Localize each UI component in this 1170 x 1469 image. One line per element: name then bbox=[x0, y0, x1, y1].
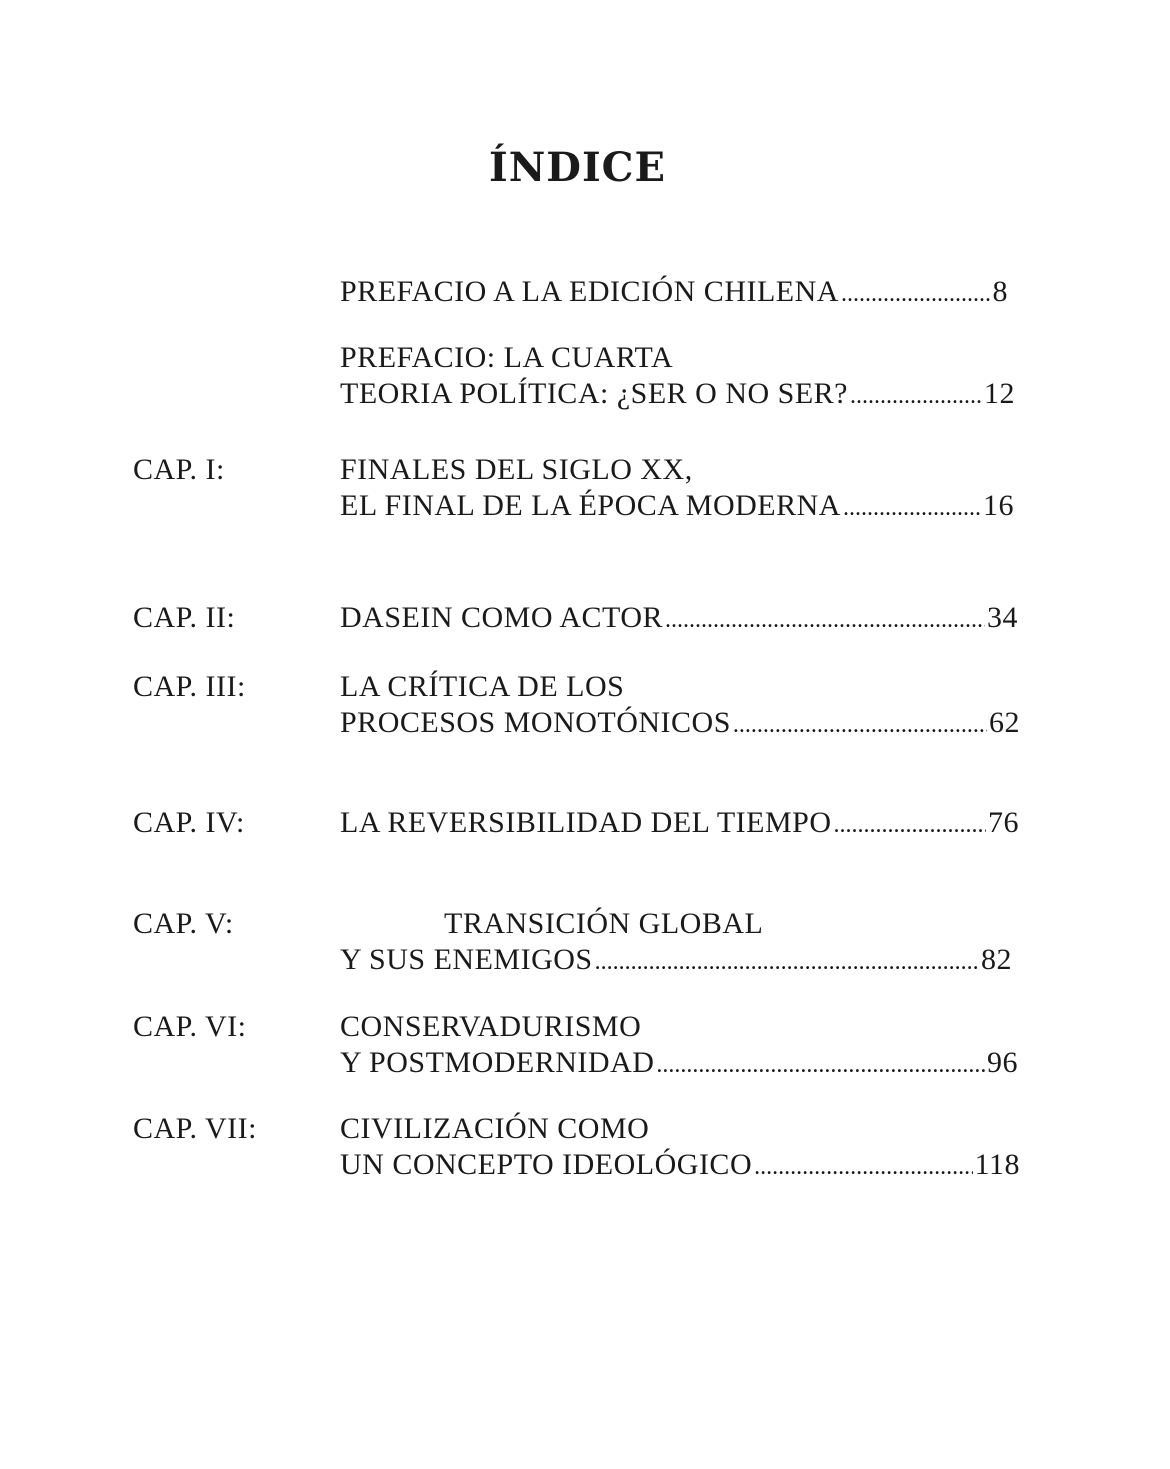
toc-entry-title-line2: PROCESOS MONOTÓNICOS bbox=[340, 706, 731, 739]
toc-entry-line bbox=[340, 1147, 1020, 1185]
toc-leader-dots bbox=[733, 707, 987, 743]
toc-page-number: 82 bbox=[981, 943, 1012, 976]
toc-page-number: 76 bbox=[988, 806, 1019, 839]
toc-entry-line bbox=[340, 705, 1020, 743]
toc-leader-dots bbox=[833, 807, 986, 843]
toc-leader-dots bbox=[656, 1047, 985, 1083]
toc-entry-title-line1: TRANSICIÓN GLOBAL bbox=[444, 907, 764, 940]
toc-entry-title-line2: TEORIA POLÍTICA: ¿SER O NO SER? bbox=[340, 377, 848, 410]
toc-leader-dots bbox=[665, 602, 985, 638]
toc-entry-title-line1: LA CRÍTICA DE LOS bbox=[340, 670, 625, 703]
toc-entry-line bbox=[340, 942, 1012, 980]
toc-entry-line bbox=[340, 1045, 1018, 1083]
toc-chapter-label: CAP. VI: bbox=[133, 1010, 247, 1043]
toc-entry-title-line1: FINALES DEL SIGLO XX, bbox=[340, 453, 693, 486]
toc-page-number: 118 bbox=[974, 1148, 1020, 1181]
toc-page-number: 96 bbox=[987, 1046, 1018, 1079]
toc-leader-dots bbox=[850, 378, 982, 414]
toc-page-number: 34 bbox=[987, 601, 1018, 634]
toc-entry-line bbox=[340, 805, 1019, 843]
toc-entry-title-line1: CIVILIZACIÓN COMO bbox=[340, 1112, 650, 1145]
toc-entry-title-line2: UN CONCEPTO IDEOLÓGICO bbox=[340, 1148, 753, 1181]
toc-entry-title-line2: Y POSTMODERNIDAD bbox=[340, 1046, 655, 1079]
toc-entry-title: LA REVERSIBILIDAD DEL TIEMPO bbox=[340, 806, 832, 839]
toc-entry-title-line2: EL FINAL DE LA ÉPOCA MODERNA bbox=[340, 489, 841, 522]
toc-leader-dots bbox=[841, 276, 991, 312]
page-title: ÍNDICE bbox=[489, 144, 666, 191]
toc-page-number: 16 bbox=[983, 489, 1014, 522]
toc-entry-title-line1: CONSERVADURISMO bbox=[340, 1010, 642, 1043]
toc-chapter-label: CAP. V: bbox=[133, 907, 234, 940]
toc-leader-dots bbox=[595, 944, 979, 980]
toc-chapter-label: CAP. II: bbox=[133, 601, 236, 634]
toc-entry-title-line2: Y SUS ENEMIGOS bbox=[340, 943, 593, 976]
toc-page-number: 12 bbox=[984, 377, 1015, 410]
toc-entry-line bbox=[340, 274, 1008, 312]
toc-entry-title: DASEIN COMO ACTOR bbox=[340, 601, 663, 634]
toc-entry-title-line1: PREFACIO: LA CUARTA bbox=[340, 341, 674, 374]
toc-chapter-label: CAP. IV: bbox=[133, 806, 245, 839]
toc-entry-line bbox=[340, 376, 1015, 414]
toc-leader-dots bbox=[754, 1149, 973, 1185]
toc-entry-title: PREFACIO A LA EDICIÓN CHILENA bbox=[340, 275, 839, 308]
toc-entry-line bbox=[340, 488, 1014, 526]
toc-chapter-label: CAP. VII: bbox=[133, 1112, 257, 1145]
toc-entry-line bbox=[340, 600, 1018, 638]
toc-chapter-label: CAP. I: bbox=[133, 453, 225, 486]
toc-page-number: 62 bbox=[989, 706, 1020, 739]
toc-chapter-label: CAP. III: bbox=[133, 670, 246, 703]
toc-page-number: 8 bbox=[992, 275, 1008, 308]
toc-leader-dots bbox=[843, 490, 981, 526]
